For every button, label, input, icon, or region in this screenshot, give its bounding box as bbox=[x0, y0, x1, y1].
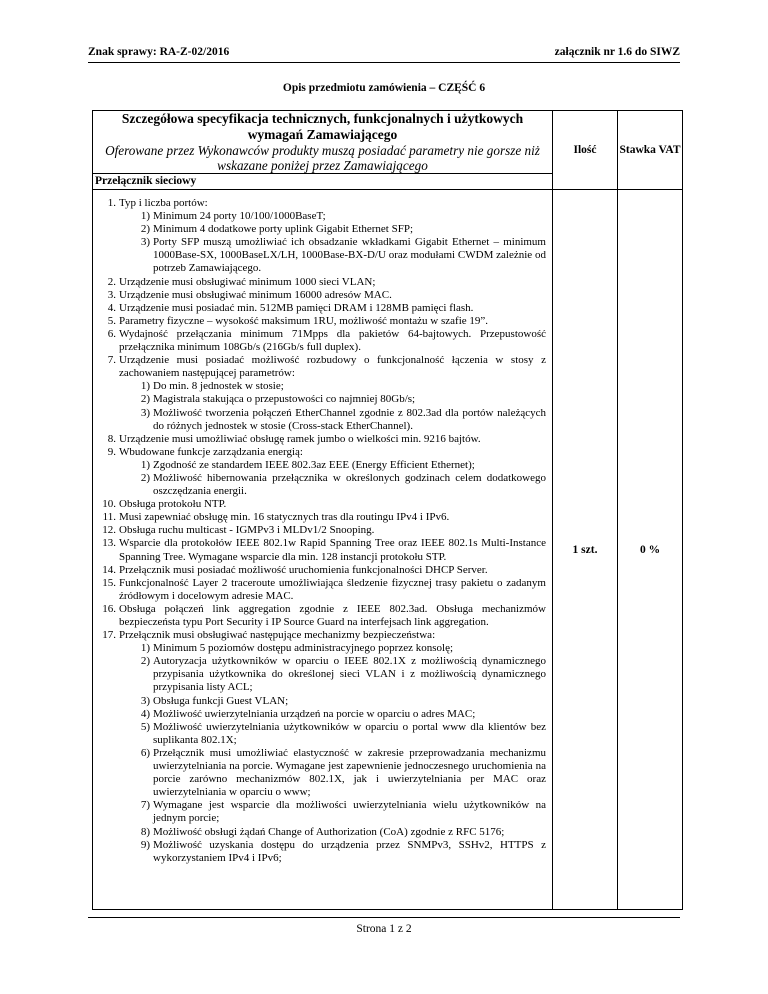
requirement-item bbox=[97, 276, 546, 289]
requirement-text: Urządzenie musi obsługiwać minimum 16000 adresów MAC. bbox=[119, 288, 392, 301]
sub-requirement-number: 3) bbox=[140, 406, 150, 419]
sub-requirement-text: Możliwość obsługi żądań Change of Authorization (CoA) zgodnie z RFC 5176; bbox=[153, 825, 505, 838]
sub-requirement-text: Magistrala stakująca o przepustowości co najmniej 80Gb/s; bbox=[153, 393, 416, 406]
sub-requirement-number: 2) bbox=[140, 471, 150, 484]
requirement-number: 16. bbox=[102, 602, 116, 615]
sub-requirement-number: 1) bbox=[140, 380, 150, 393]
vat-value: 0 % bbox=[618, 190, 683, 910]
specification-table bbox=[92, 110, 683, 910]
requirement-text: Wsparcie dla protokołów IEEE 802.1w Rapid Spanning Tree oraz IEEE 802.1s Multi-Instance Spanning Tree. Wymagane wsparcie dla min. 128 instancji protokołu STP. bbox=[119, 537, 546, 563]
column-header-quantity: Ilość bbox=[553, 111, 618, 190]
sub-requirement-number: 1) bbox=[140, 458, 150, 471]
requirement-number: 10. bbox=[102, 498, 116, 511]
requirement-number: 1. bbox=[107, 197, 116, 209]
requirement-text: Przełącznik musi obsługiwać następujące mechanizmy bezpieczeństwa: bbox=[119, 629, 436, 642]
requirement-item bbox=[97, 289, 546, 302]
requirement-item bbox=[97, 524, 546, 537]
requirement-number: 4. bbox=[107, 301, 116, 314]
header-divider bbox=[88, 62, 680, 63]
requirement-item bbox=[97, 564, 546, 577]
sub-requirement-number: 8) bbox=[140, 825, 150, 838]
sub-requirement-text: Możliwość tworzenia połączeń EtherChannel zgodnie z 802.3ad dla portów należących do różnych jednostek w stosie (Cross-stack EtherChannel). bbox=[153, 406, 546, 432]
sub-requirement-number: 3) bbox=[140, 694, 150, 707]
sub-requirement-item bbox=[119, 472, 546, 498]
case-number: Znak sprawy: RA-Z-02/2016 bbox=[88, 46, 230, 58]
sub-requirement-item bbox=[119, 393, 546, 406]
sub-requirements-list bbox=[119, 210, 546, 275]
quantity-value: 1 szt. bbox=[553, 190, 618, 910]
sub-requirement-text: Wymagane jest wsparcie dla możliwości uwierzytelniania wielu użytkowników na jednym porcie; bbox=[153, 799, 546, 825]
requirement-number: 2. bbox=[107, 275, 116, 288]
requirement-number: 11. bbox=[102, 511, 116, 524]
requirement-text: Obsługa połączeń link aggregation zgodnie z IEEE 802.3ad. Obsługa mechanizmów bezpieczeństa typu Port Security i IP Source Guard na interfejsach link aggregation. bbox=[119, 602, 546, 628]
sub-requirement-number: 7) bbox=[140, 799, 150, 812]
requirement-number: 14. bbox=[102, 563, 116, 576]
requirement-item bbox=[97, 328, 546, 354]
requirement-item bbox=[97, 354, 546, 433]
sub-requirement-item bbox=[119, 839, 546, 865]
requirement-number: 13. bbox=[102, 537, 116, 550]
requirement-text: Typ i liczba portów: bbox=[119, 197, 208, 209]
sub-requirement-text: Możliwość uwierzytelniania urządzeń na porcie w oparciu o adres MAC; bbox=[153, 707, 476, 720]
sub-requirement-number: 2) bbox=[140, 223, 150, 236]
requirement-number: 15. bbox=[102, 576, 116, 589]
requirement-text: Wydajność przełączania minimum 71Mpps dla pakietów 64-bajtowych. Przepustowość przełącznika minimum 108Gb/s (216Gb/s full duplex). bbox=[119, 327, 546, 354]
sub-requirement-number: 4) bbox=[140, 707, 150, 720]
sub-requirement-number: 9) bbox=[140, 838, 150, 851]
sub-requirement-number: 3) bbox=[140, 236, 150, 249]
sub-requirement-item bbox=[119, 695, 546, 708]
sub-requirement-item bbox=[119, 799, 546, 825]
sub-requirement-item bbox=[119, 236, 546, 275]
requirement-text: Obsługa protokołu NTP. bbox=[119, 498, 227, 511]
sub-requirement-number: 1) bbox=[140, 210, 150, 223]
sub-requirement-item bbox=[119, 380, 546, 393]
sub-requirement-text: Minimum 5 poziomów dostępu administracyjnego poprzez konsolę; bbox=[153, 642, 454, 655]
sub-requirement-text: Przełącznik musi umożliwiać elastyczność w zakresie przeprowadzania mechanizmu uwierzytelniania na porcie. Wymagane jest zapewnienie jednoczesnego uruchomienia na porcie zarówno mechanizmów 802.1X, jak i uwierzytelniania per MAC oraz uwierzytelniania w oparciu o www; bbox=[153, 746, 546, 799]
requirement-number: 3. bbox=[107, 288, 116, 301]
requirement-item bbox=[97, 446, 546, 498]
sub-requirement-number: 2) bbox=[140, 393, 150, 406]
section-title: Przełącznik sieciowy bbox=[93, 174, 553, 190]
spec-title-cell bbox=[93, 111, 553, 174]
requirement-number: 5. bbox=[107, 314, 116, 327]
sub-requirement-number: 5) bbox=[140, 720, 150, 733]
requirement-text: Obsługa ruchu multicast - IGMPv3 i MLDv1/2 Snooping. bbox=[119, 524, 375, 537]
sub-requirement-text: Możliwość hibernowania przełącznika w określonych godzinach celem dodatkowego oszczędzania energii. bbox=[153, 471, 546, 498]
sub-requirements-list bbox=[119, 380, 546, 432]
sub-requirement-text: Minimum 24 porty 10/100/1000BaseT; bbox=[153, 210, 326, 223]
sub-requirement-text: Autoryzacja użytkowników w oparciu o IEEE 802.1X z możliwością dynamicznego przypisania użytkownika do określonej sieci VLAN i z możliwością dynamicznego przypisania listy ACL; bbox=[153, 655, 546, 694]
requirement-text: Funkcjonalność Layer 2 traceroute umożliwiająca śledzenie fizycznej trasy pakietu o zadanym źródłowym i docelowym adresie MAC. bbox=[119, 576, 546, 602]
footer-divider bbox=[88, 917, 680, 918]
requirement-item bbox=[97, 537, 546, 563]
sub-requirement-number: 1) bbox=[140, 642, 150, 655]
document-subtitle: Opis przedmiotu zamówienia – CZĘŚĆ 6 bbox=[282, 82, 486, 94]
sub-requirement-text: Do min. 8 jednostek w stosie; bbox=[153, 380, 284, 393]
requirement-text: Urządzenie musi posiadać możliwość rozbudowy o funkcjonalność łączenia w stosy z zachowaniem następującej parametrów: bbox=[119, 354, 546, 380]
requirement-item bbox=[97, 315, 546, 328]
requirement-text: Urządzenie musi posiadać min. 512MB pamięci DRAM i 128MB pamięci flash. bbox=[119, 301, 474, 314]
requirement-number: 8. bbox=[107, 432, 116, 445]
spec-note: Oferowane przez Wykonawców produkty muszą posiadać parametry nie gorsze niż wskazane poniżej przez Zamawiającego bbox=[105, 143, 540, 173]
requirement-item bbox=[97, 498, 546, 511]
requirement-text: Przełącznik musi posiadać możliwość uruchomienia funkcjonalności DHCP Server. bbox=[119, 563, 488, 576]
sub-requirement-item bbox=[119, 642, 546, 655]
spec-title: Szczegółowa specyfikacja technicznych, funkcjonalnych i użytkowych wymagań Zamawiającego bbox=[121, 111, 524, 142]
requirement-number: 9. bbox=[107, 445, 116, 458]
sub-requirement-number: 6) bbox=[140, 746, 150, 759]
requirement-number: 12. bbox=[102, 524, 116, 537]
requirement-number: 7. bbox=[107, 354, 116, 367]
requirement-item bbox=[97, 433, 546, 446]
sub-requirement-number: 2) bbox=[140, 655, 150, 668]
requirement-number: 17. bbox=[102, 629, 116, 642]
sub-requirement-item bbox=[119, 210, 546, 223]
attachment-label: załącznik nr 1.6 do SIWZ bbox=[554, 46, 680, 58]
requirement-text: Musi zapewniać obsługę min. 16 statycznych tras dla routingu IPv4 i IPv6. bbox=[119, 511, 450, 524]
sub-requirement-text: Zgodność ze standardem IEEE 802.3az EEE (Energy Efficient Ethernet); bbox=[153, 458, 475, 471]
requirement-item bbox=[97, 511, 546, 524]
requirements-list bbox=[97, 197, 546, 865]
sub-requirement-text: Minimum 4 dodatkowe porty uplink Gigabit Ethernet SFP; bbox=[153, 223, 414, 236]
page-number: Strona 1 z 2 bbox=[356, 923, 412, 935]
sub-requirement-text: Porty SFP muszą umożliwiać ich obsadzanie wkładkami Gigabit Ethernet – minimum 1000Base-SX, 1000BaseLX/LH, 1000Base-BX-D/U oraz modułami CWDM zależnie od potrzeb Zamawiającego. bbox=[153, 236, 546, 275]
sub-requirements-list bbox=[119, 642, 546, 865]
sub-requirement-item bbox=[119, 655, 546, 694]
requirement-text: Urządzenie musi umożliwiać obsługę ramek jumbo o wielkości min. 9216 bajtów. bbox=[119, 432, 481, 445]
sub-requirement-item bbox=[119, 459, 546, 472]
column-header-vat: Stawka VAT bbox=[618, 111, 683, 190]
requirement-text: Urządzenie musi obsługiwać minimum 1000 sieci VLAN; bbox=[119, 275, 376, 288]
requirement-item bbox=[97, 197, 546, 276]
sub-requirement-text: Możliwość uzyskania dostępu do urządzenia przez SNMPv3, SSHv2, HTTPS z wykorzystaniem IPv4 i IPv6; bbox=[153, 838, 546, 864]
requirement-number: 6. bbox=[107, 327, 116, 340]
sub-requirement-item bbox=[119, 223, 546, 236]
sub-requirement-text: Możliwość uwierzytelniania użytkowników w oparciu o portal www dla klientów bez suplikanta 802.1X; bbox=[153, 720, 546, 746]
requirement-item bbox=[97, 302, 546, 315]
sub-requirement-item bbox=[119, 826, 546, 839]
sub-requirement-text: Obsługa funkcji Guest VLAN; bbox=[153, 694, 289, 707]
page-header bbox=[88, 46, 680, 62]
sub-requirements-list bbox=[119, 459, 546, 498]
requirement-text: Parametry fizyczne – wysokość maksimum 1RU, możliwość montażu w szafie 19”. bbox=[119, 314, 489, 327]
requirement-item bbox=[97, 603, 546, 629]
requirements-cell bbox=[93, 190, 553, 910]
sub-requirement-item bbox=[119, 407, 546, 433]
requirement-text: Wbudowane funkcje zarządzania energią: bbox=[119, 445, 303, 458]
sub-requirement-item bbox=[119, 708, 546, 721]
sub-requirement-item bbox=[119, 721, 546, 747]
requirement-item bbox=[97, 577, 546, 603]
requirement-item bbox=[97, 629, 546, 865]
sub-requirement-item bbox=[119, 747, 546, 799]
